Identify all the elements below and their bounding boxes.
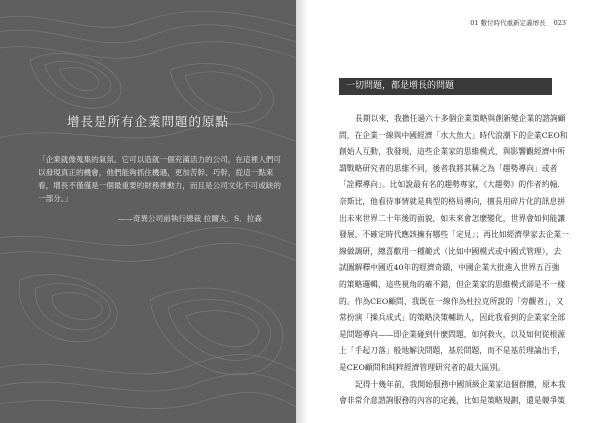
quote-line: 看，增長不僅僅是一個最重要的財務推動力，而且是公司文化不可或缺的 — [38, 181, 281, 190]
body-text-line: 創始人互動，我發現，這些企業家的思維模式，與影響觀經濟中所 — [339, 147, 566, 157]
quote-attribution: ——奇異公司前執行總裁 拉爾夫．S．拉森 — [117, 214, 262, 223]
body-text-line: 出未來世界二十年後的面貌，如未來會怎麼變化，世界會如何能讓 — [339, 213, 566, 223]
body-text-line: 問，在企業一線與中國經濟「水大魚大」時代浪潮下的企業CEO和 — [339, 130, 568, 140]
quote-line: 「企業就像蒐集的氣氛。它可以造就一個充滿活力的公司，在這裡人們可 — [38, 155, 281, 164]
body-text-line: 長期以來，我擔任過六十多個企業策略與創新變企業的諮詢顧 — [355, 114, 566, 123]
page-number: 023 — [553, 19, 566, 27]
body-text-line: 是CEO顧問和純粹經濟管理研究者的最大區別。 — [339, 362, 506, 372]
body-text-line: 常扮演「操兵成式」的策略決策輔助人，因此我看到的企業家全部 — [339, 313, 566, 323]
body-text-line: 發展，不確定時代應該擁有哪些「定見」；再比如經濟學家去企業一 — [339, 230, 570, 240]
quote-line: 一部分。」 — [38, 194, 73, 203]
body-paragraphs — [339, 111, 572, 410]
body-text-line: 記得十幾年前，我開始服務中國頂級企業家這個群體，原本我 — [355, 379, 566, 389]
body-text-line: 線做調研，總喜歡用一種範式（比如中國模式或中國式管理），去 — [339, 246, 562, 256]
body-text-line: 是問題導向——即企業碰到什麼問題，如何救火，以及如何從根源 — [339, 329, 566, 339]
body-text-line: 謂戰略研究者的思維不同，後者我將其稱之為「趨勢導向」或者 — [339, 163, 558, 173]
quote-line: 以發現真正的機會，他們能夠抓住機遇，更加苦幹、巧幹，從這一點來 — [38, 168, 274, 177]
body-text-line: 上「手起刀落」般地解決問題，基於問題，而不是基於理論出手， — [339, 346, 566, 356]
running-header — [470, 18, 566, 27]
body-text-line: 的策略邏輯，這些視角的確不錯，但企業家的思維模式卻是不一樣 — [339, 279, 566, 289]
body-text-line: 「詮釋導向」。比如說最有名的趨勢專家，《大趨勢》的作者約翰． — [339, 180, 566, 190]
book-spine-shadow — [296, 0, 308, 423]
running-head-title: 01 數位時代重新定義增長 — [470, 19, 546, 27]
body-text-line: 會非常介意諮詢服務的內容的定義，比如是策略規劃，還是競爭策 — [339, 396, 566, 406]
section-heading: 一切問題，都是增長的問題 — [339, 78, 552, 95]
body-text-line: 奈斯比，他看待事情就是典型的格局導向，擅長用碎片化的訊息拼 — [339, 196, 566, 206]
chapter-quote-title: 增長是所有企業問題的原點 — [66, 114, 229, 129]
body-text-line: 試圖解釋中國近40年的經濟奇蹟，中國企業大批進入世界五百強 — [339, 263, 560, 273]
left-page — [0, 0, 296, 423]
epigraph-quote — [38, 153, 281, 205]
body-text-line: 的。作為CEO顧問，我既在一線作為杜拉克所說的「旁觀者」，又 — [339, 296, 564, 306]
topographic-pattern — [0, 0, 296, 423]
